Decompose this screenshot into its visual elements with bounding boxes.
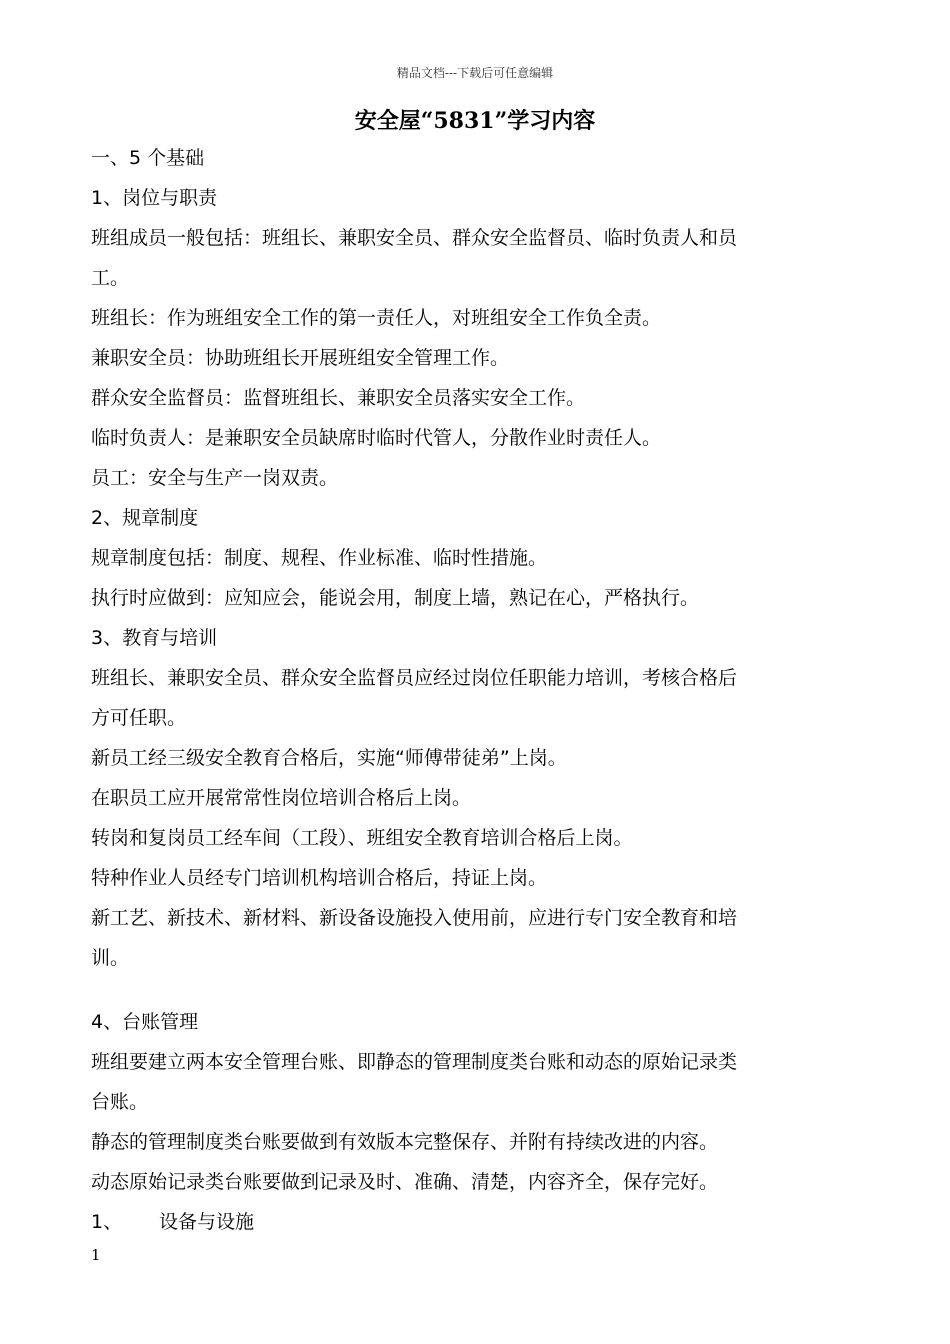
document-body	[91, 138, 861, 1242]
paragraph-line: 特种作业人员经专门培训机构培训合格后，持证上岗。	[91, 867, 548, 889]
paragraph-line: 新工艺、新技术、新材料、新设备设施投入使用前，应进行专门安全教育和培	[91, 907, 738, 929]
subsection-heading	[91, 1202, 861, 1242]
paragraph-line: 班组长：作为班组安全工作的第一责任人，对班组安全工作负全责。	[91, 307, 662, 329]
paragraph-line: 方可任职。	[91, 707, 187, 729]
paragraph-line: 员工：安全与生产一岗双责。	[91, 467, 339, 489]
paragraph-gap	[91, 978, 861, 1002]
paragraph-line: 班组成员一般包括：班组长、兼职安全员、群众安全监督员、临时负责人和员	[91, 227, 738, 249]
paragraph-line: 班组长、兼职安全员、群众安全监督员应经过岗位任职能力培训，考核合格后	[91, 667, 738, 689]
paragraph-line: 群众安全监督员：监督班组长、兼职安全员落实安全工作。	[91, 387, 586, 409]
section-heading: 一、5 个基础	[91, 147, 205, 169]
paragraph-line: 动态原始记录类台账要做到记录及时、准确、清楚，内容齐全，保存完好。	[91, 1171, 719, 1193]
paragraph-line: 兼职安全员：协助班组长开展班组安全管理工作。	[91, 347, 510, 369]
paragraph-line: 新员工经三级安全教育合格后，实施“师傅带徒弟”上岗。	[91, 747, 567, 769]
page-number: 1	[91, 1246, 101, 1264]
paragraph-line: 在职员工应开展常常性岗位培训合格后上岗。	[91, 787, 472, 809]
subsection-heading: 3、教育与培训	[91, 627, 218, 649]
document-title: 安全屋“5831”学习内容	[354, 108, 596, 134]
paragraph-line: 转岗和复岗员工经车间（工段）、班组安全教育培训合格后上岗。	[91, 827, 633, 849]
subsection-heading: 1、岗位与职责	[91, 187, 218, 209]
subsection-title: 设备与设施	[159, 1211, 255, 1233]
paragraph-line: 训。	[91, 947, 130, 969]
page-header-note: 精品文档---下载后可任意编辑	[396, 66, 554, 80]
paragraph-line: 工。	[91, 267, 130, 289]
paragraph-line: 班组要建立两本安全管理台账、即静态的管理制度类台账和动态的原始记录类	[91, 1051, 738, 1073]
paragraph-line: 静态的管理制度类台账要做到有效版本完整保存、并附有持续改进的内容。	[91, 1131, 719, 1153]
paragraph-line: 执行时应做到：应知应会，能说会用，制度上墙，熟记在心，严格执行。	[91, 587, 700, 609]
subsection-heading: 4、台账管理	[91, 1011, 199, 1033]
subsection-number: 1、	[91, 1211, 123, 1233]
subsection-heading: 2、规章制度	[91, 507, 199, 529]
paragraph-line: 临时负责人：是兼职安全员缺席时临时代管人，分散作业时责任人。	[91, 427, 662, 449]
paragraph-line: 台账。	[91, 1091, 149, 1113]
paragraph-line: 规章制度包括：制度、规程、作业标准、临时性措施。	[91, 547, 548, 569]
